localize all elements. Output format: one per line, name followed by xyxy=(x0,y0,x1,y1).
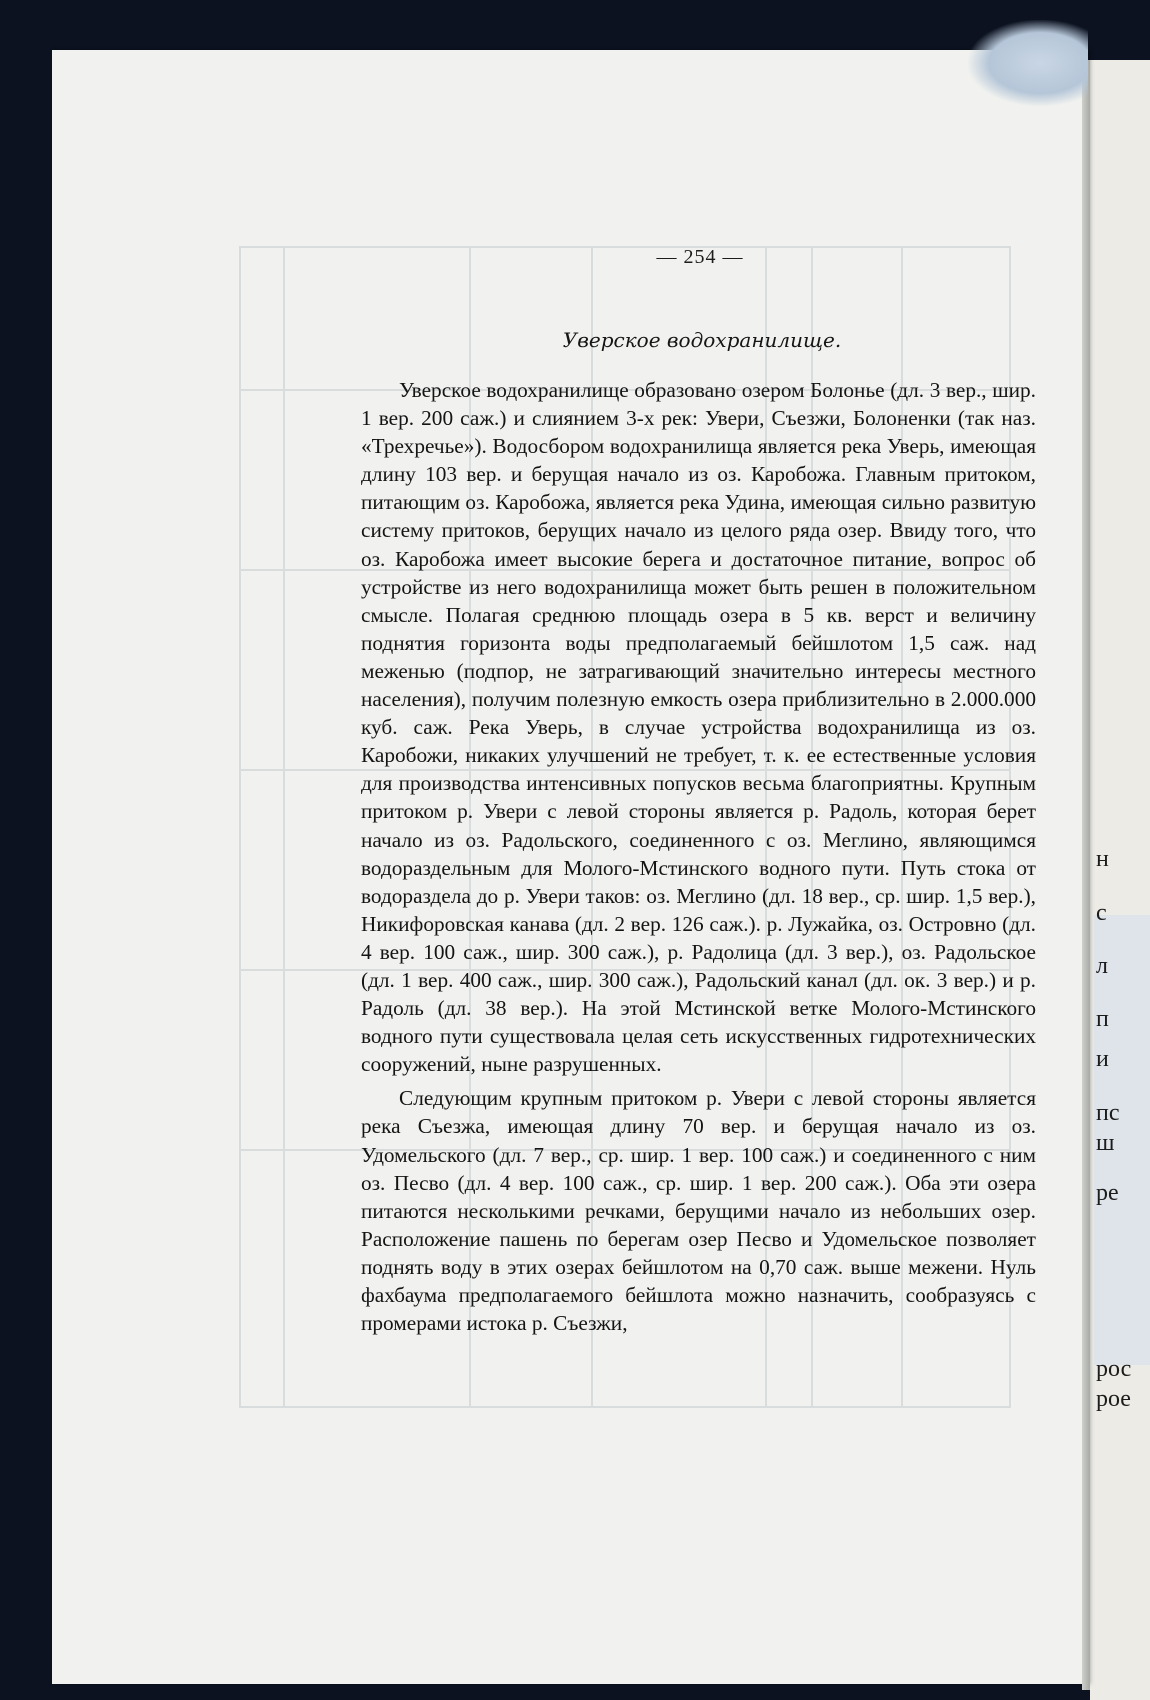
adjacent-text-fragment: и xyxy=(1096,1046,1109,1072)
adjacent-text-fragment: п xyxy=(1096,1006,1109,1032)
adjacent-page xyxy=(1090,60,1150,1700)
adjacent-text-fragment: н xyxy=(1096,846,1109,872)
paragraph: Уверское водохранилище образовано озером Болонье (дл. 3 вер., шир. 1 вер. 200 саж.) и слиянием 3-х рек: Увери, Съезжи, Болоненки (так наз. «Трехречье»). Водосбором водохранилища является река Уверь, имеющая длину 103 вер. и берущая начало из оз. Каробожа. Главным притоком, питающим оз. Каробожа, является река Удина, имеющая сильно развитую систему притоков, берущих начало из целого ряда озер. Ввиду того, что оз. Каробожа имеет высокие берега и достаточное питание, вопрос об устройстве из него водохранилища может быть решен в положительном смысле. Полагая среднюю площадь озера в 5 кв. верст и величину поднятия горизонта воды предполагаемый бейшлотом 1,5 саж. над меженью (подпор, не затрагивающий значительно интересы местного населения), получим полезную емкость озера приблизительно в 2.000.000 куб. саж. Река Уверь, в случае устройства водохранилища из оз. Каробожи, никаких улучшений не требует, т. к. ее естественные условия для производства интенсивных попусков весьма благоприятны. Крупным притоком р. Увери с левой стороны является р. Радоль, которая берет начало из оз. Радольского, соединенного с оз. Меглино, являющимся водораздельным для Молого-Мстинского водного пути. Путь стока от водораздела до р. Увери таков: оз. Меглино (дл. 18 вер., ср. шир. 1,5 вер.), Никифоровская канава (дл. 2 вер. 126 саж.). р. Лужайка, оз. Островно (дл. 4 вер. 100 саж., шир. 300 саж.), р. Радолица (дл. 3 вер.), оз. Радольское (дл. 1 вер. 400 саж., шир. 300 саж.), Радольский канал (дл. ок. 3 вер.) и р. Радоль (дл. 38 вер.). На этой Мстинской ветке Молого-Мстинского водного пути существовала целая сеть искусственных гидротехнических сооружений, ныне разрушенных. xyxy=(361,378,1036,1077)
paper-damage xyxy=(968,20,1088,106)
adjacent-text-fragment: пс xyxy=(1096,1100,1120,1126)
page-edge xyxy=(1082,60,1090,1690)
adjacent-text-fragment: ш xyxy=(1096,1130,1115,1156)
paragraph: Следующим крупным притоком р. Увери с левой стороны является река Съезжа, имеющая длину 70 вер. и берущая начало из оз. Удомельского (дл. 7 вер., ср. шир. 1 вер. 100 саж.) и соединенного с ним оз. Песво (дл. 4 вер. 100 саж., ср. шир. 1 вер. 200 саж.). Оба эти озера питаются несколькими речками, берущими начало из небольших озер. Расположение пашень по берегам озер Песво и Удомельское позволяет поднять воду в этих озерах бейшлотом на 0,70 саж. выше межени. Нуль фахбаума предполагаемого бейшлота можно назначить, сообразуясь с промерами истока р. Съезжи, xyxy=(361,1086,1036,1336)
adjacent-text-fragment: рос xyxy=(1096,1356,1132,1382)
adjacent-text-fragment: рое xyxy=(1096,1386,1131,1412)
adjacent-text-fragment: ре xyxy=(1096,1180,1119,1206)
adjacent-text-fragment: с xyxy=(1096,900,1107,926)
document-page xyxy=(52,50,1088,1684)
body-text xyxy=(361,376,1036,1337)
section-title: Уверское водохранилище. xyxy=(562,328,842,352)
adjacent-text-fragment: л xyxy=(1096,953,1108,979)
page-number: — 254 — xyxy=(656,246,744,268)
